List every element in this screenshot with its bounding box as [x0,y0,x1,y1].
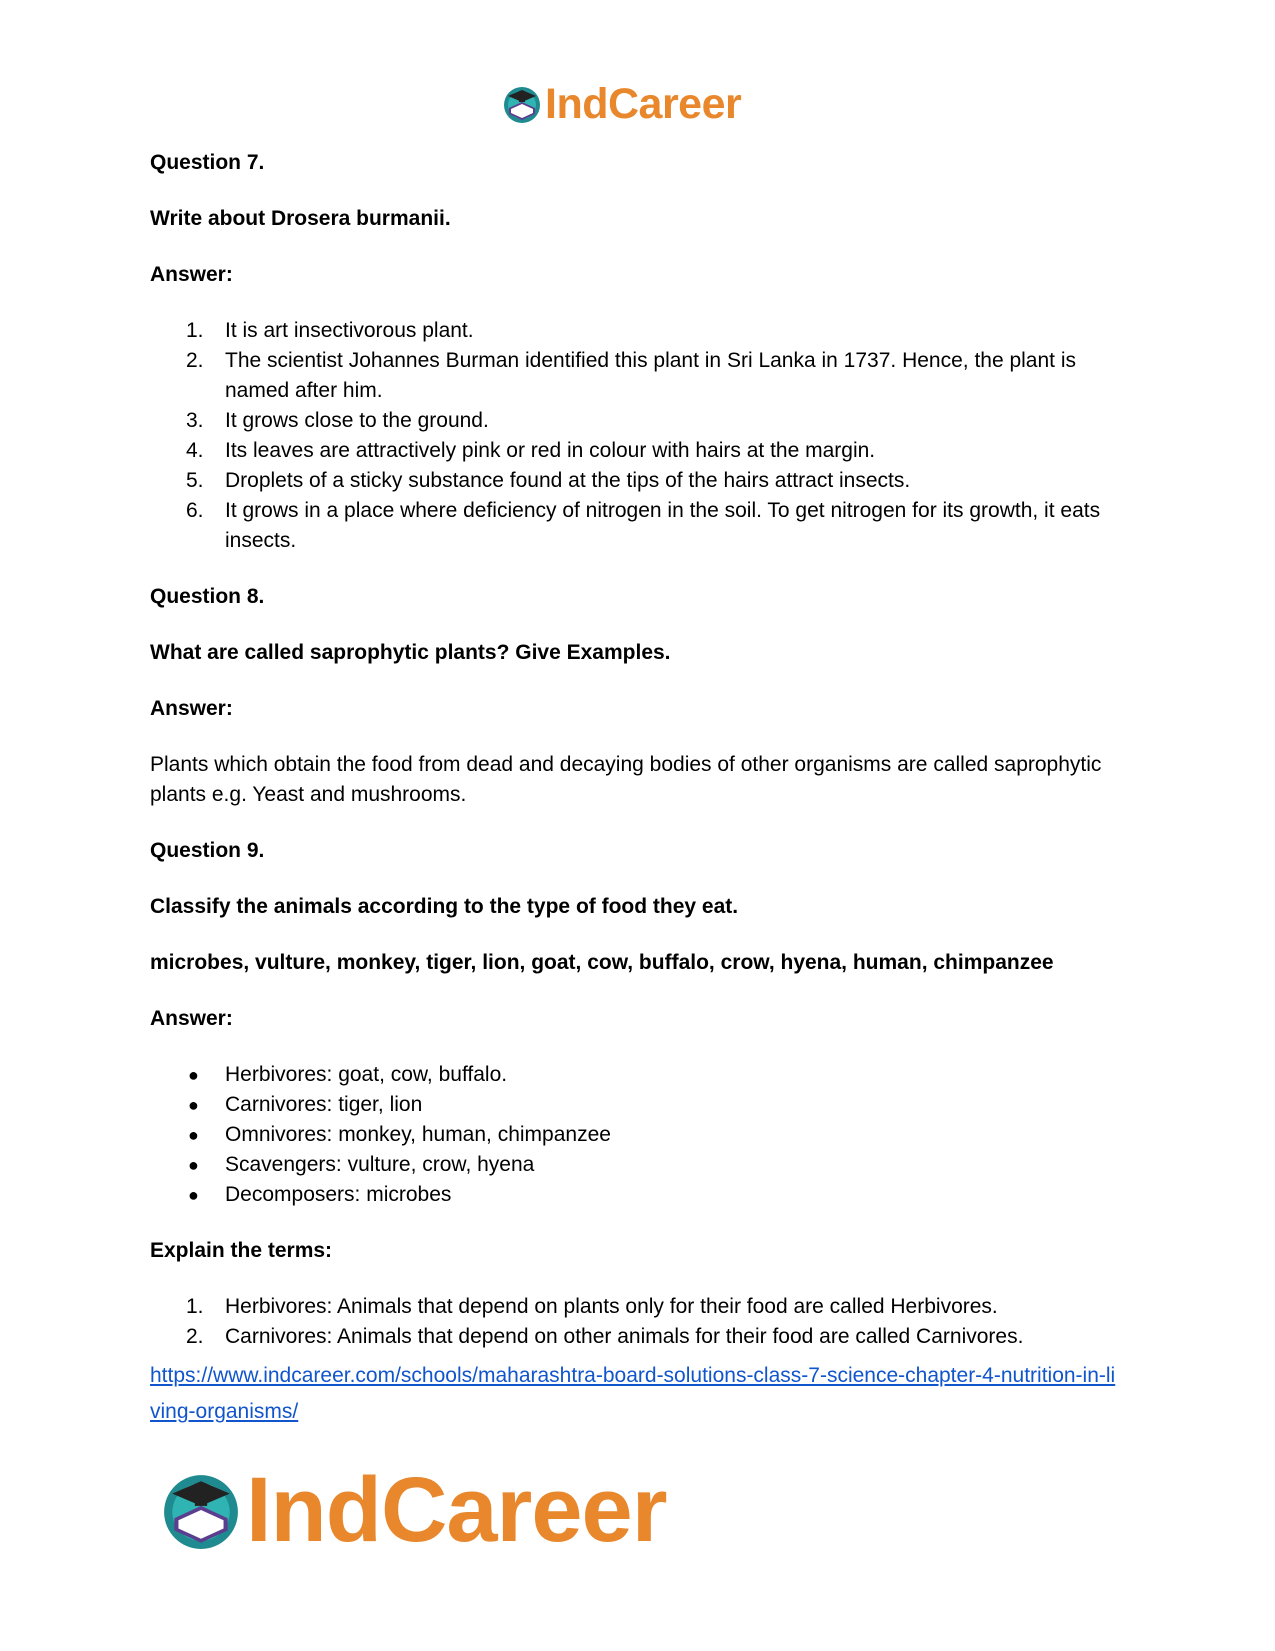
terms-list [150,1292,1130,1352]
question-9-heading: Question 9. [150,839,265,862]
list-item: ● Herbivores: goat, cow, buffalo. [188,1063,508,1086]
question-9-answer-list [150,1060,1130,1210]
footer-logo [160,1460,700,1560]
header-logo [502,78,772,130]
question-7-answer-list [150,316,1130,556]
main-content [150,148,1130,1430]
question-9-animal-list: microbes, vulture, monkey, tiger, lion, goat, cow, buffalo, crow, hyena, human, chimpanzee [150,951,1054,974]
terms-heading: Explain the terms: [150,1239,333,1262]
brand-wordmark: IndCareer [545,79,742,128]
graduation-book-icon [160,1469,242,1551]
list-item: ● Carnivores: tiger, lion [188,1093,423,1116]
question-8-answer-label: Answer: [150,697,233,720]
question-7-heading: Question 7. [150,151,265,174]
question-9-answer-label: Answer: [150,1007,233,1030]
graduation-book-icon [502,84,542,124]
brand-wordmark: IndCareer [246,1458,667,1561]
list-item: ● Scavengers: vulture, crow, hyena [188,1153,535,1176]
list-item: 1. It is art insectivorous plant. [186,319,474,342]
question-9-prompt: Classify the animals according to the type of food they eat. [150,895,739,918]
list-item: 2. The scientist Johannes Burman identified this plant in Sri Lanka in 1737. Hence, the plant is named after him. [186,349,1077,402]
list-item: 5. Droplets of a sticky substance found at the tips of the hairs attract insects. [186,469,911,492]
source-link[interactable]: https://www.indcareer.com/schools/maharashtra-board-solutions-class-7-science-chapter-4-nutrition-in-living-organisms/ [150,1364,1116,1423]
list-item: 2. Carnivores: Animals that depend on other animals for their food are called Carnivores. [186,1325,1024,1348]
question-7-prompt: Write about Drosera burmanii. [150,207,451,230]
list-item: 6. It grows in a place where deficiency of nitrogen in the soil. To get nitrogen for its growth, it eats insects. [186,499,1101,552]
question-8-prompt: What are called saprophytic plants? Give Examples. [150,641,671,664]
question-8-heading: Question 8. [150,585,265,608]
list-item: 4. Its leaves are attractively pink or red in colour with hairs at the margin. [186,439,876,462]
list-item: ● Omnivores: monkey, human, chimpanzee [188,1123,611,1146]
list-item: 1. Herbivores: Animals that depend on plants only for their food are called Herbivores. [186,1295,998,1318]
question-7-answer-label: Answer: [150,263,233,286]
list-item: 3. It grows close to the ground. [186,409,489,432]
list-item: ● Decomposers: microbes [188,1183,452,1206]
question-8-answer-text: Plants which obtain the food from dead and decaying bodies of other organisms are called saprophytic plants e.g. Yeast and mushrooms. [150,753,1102,806]
